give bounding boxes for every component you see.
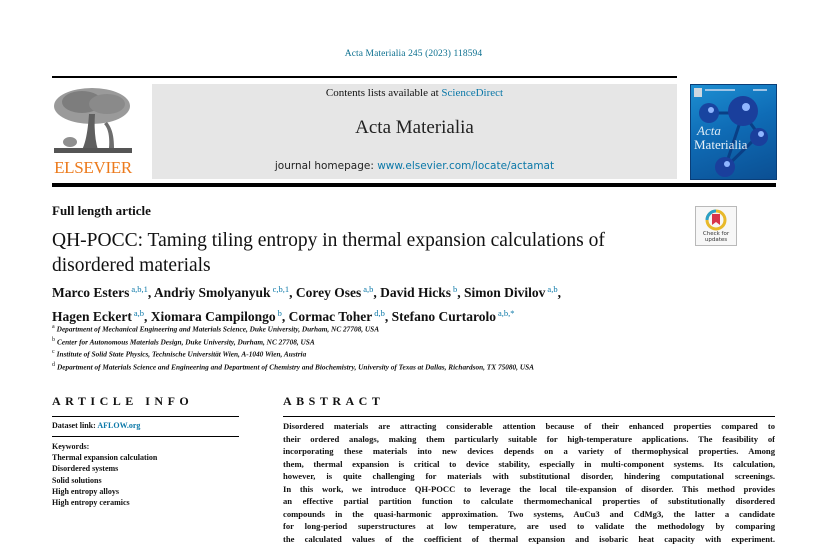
homepage-link[interactable]: www.elsevier.com/locate/actamat xyxy=(377,160,555,172)
journal-cover[interactable] xyxy=(690,84,777,180)
author-affiliation-mark[interactable]: a,b,1 xyxy=(131,284,148,294)
svg-text:Acta: Acta xyxy=(697,123,721,138)
article-title: QH-POCC: Taming tiling entropy in thermal expansion calculations of disordered materials xyxy=(52,230,605,276)
article-info-heading: ARTICLE INFO xyxy=(52,394,194,408)
keyword: Disordered systems xyxy=(52,464,119,474)
dataset-link-line: Dataset link: AFLOW.org xyxy=(52,421,141,430)
author[interactable]: Simon Divilov $^{a,b}$ xyxy=(464,284,558,300)
abstract-line: incorporating these materials into new devices depends on a variety of thermophysical properties. Among xyxy=(283,446,775,457)
keywords-rule xyxy=(52,436,239,437)
keyword: Thermal expansion calculation xyxy=(52,453,158,463)
keywords-block xyxy=(52,441,242,508)
affiliations xyxy=(52,322,752,373)
svg-text:updates: updates xyxy=(704,237,728,243)
elsevier-wordmark: ELSEVIER xyxy=(54,158,132,177)
keyword: Solid solutions xyxy=(52,475,102,485)
keyword: High entropy alloys xyxy=(52,486,119,496)
affiliation: $^c$ Institute of Solid State Physics, Technische Universität Wien, A-1040 Wien, Austria xyxy=(52,349,307,359)
cover-molecule-icon xyxy=(691,85,776,179)
svg-text:Materialia: Materialia xyxy=(694,137,748,152)
homepage-prefix: journal homepage: xyxy=(274,160,378,172)
affiliation: $^a$ Department of Mechanical Engineering and Materials Science, Duke University, Durham, NC 27708, USA xyxy=(52,324,380,334)
keywords-label: Keywords: xyxy=(52,442,90,451)
author-affiliation-mark[interactable]: b xyxy=(277,308,282,318)
abstract-line: their ordered analogs, making them particularly suitable for high-temperature applications. The feasibility of xyxy=(283,433,775,444)
author-list: Marco Esters $^{a,b,1}$, Andriy Smolyanyuk $^{c,b,1}$, Corey Oses $^{a,b}$, David Hicks $^b$, Simon Divilov $^{a,b}$, Hagen Eckert $^{a,b}$, Xiomara Campilongo $^b$, Cormac Toher $^{d,b}$, Stefano Curtarolo $^{a,b,*}$ xyxy=(52,284,561,324)
elsevier-logo[interactable] xyxy=(52,84,134,180)
abstract-line: Disordered materials are attracting considerable attention because of their enhanced properties compared to xyxy=(283,421,775,431)
author[interactable]: Stefano Curtarolo $^{a,b,*}$ xyxy=(391,308,515,324)
svg-text:Check for: Check for xyxy=(702,231,730,237)
author[interactable]: Xiomara Campilongo $^b$ xyxy=(150,308,282,324)
author-affiliation-mark[interactable]: a,b xyxy=(547,284,558,294)
author-affiliation-mark[interactable]: c,b,1 xyxy=(272,284,290,294)
header-bottom-rule xyxy=(52,183,776,187)
author[interactable]: Cormac Toher $^{d,b}$ xyxy=(288,308,385,324)
affiliation: $^b$ Center for Autonomous Materials Design, Duke University, Durham, NC 27708, USA xyxy=(52,336,315,347)
abstract-line: them, thermal expansion is critical to device stability, especially in multi-component systems. Its calculation, xyxy=(283,458,775,469)
contents-available xyxy=(152,87,677,99)
abstract-line: however, is quite challenging for materials with substitutional disorder, hindering computational screenings. xyxy=(283,471,775,482)
check-for-updates-button[interactable] xyxy=(695,206,737,246)
abstract-line: for long-period superstructures at low temperature, are used to validate the methodology by comparing xyxy=(283,521,775,532)
abstract-line: an effective partial partition function to calculate thermomechanical properties of substitutionally disordered xyxy=(283,496,775,507)
author-affiliation-mark[interactable]: b xyxy=(453,284,458,294)
header-top-rule xyxy=(52,76,677,78)
abstract-rule xyxy=(283,416,775,417)
sciencedirect-link[interactable]: ScienceDirect xyxy=(441,87,504,99)
elsevier-tree-icon xyxy=(52,84,134,156)
article-type: Full length article xyxy=(52,203,151,218)
journal-banner xyxy=(152,84,677,179)
author[interactable]: Hagen Eckert $^{a,b}$ xyxy=(52,308,145,324)
author[interactable]: Andriy Smolyanyuk $^{c,b,1}$ xyxy=(153,284,290,300)
author[interactable]: Marco Esters $^{a,b,1}$ xyxy=(52,284,148,300)
abstract-heading: ABSTRACT xyxy=(283,394,385,408)
journal-name: Acta Materialia xyxy=(355,117,474,138)
journal-citation[interactable]: Acta Materialia 245 (2023) 118594 xyxy=(344,49,483,59)
abstract-text xyxy=(283,420,775,545)
author-affiliation-mark[interactable]: a,b xyxy=(133,308,145,318)
article-info-rule xyxy=(52,416,239,417)
keyword: High entropy ceramics xyxy=(52,498,130,508)
abstract-line: In this work, we introduce QH-POCC to leverage the local tile-expansion of disorder. This method provides xyxy=(283,483,775,494)
abstract-line: the calculated values of the coefficient of thermal expansion and isobaric heat capacity with experiment. xyxy=(283,533,775,544)
author-affiliation-mark[interactable]: d,b xyxy=(374,308,385,318)
author[interactable]: David Hicks $^b$ xyxy=(380,284,458,300)
abstract-line: compounds in the quasi-harmonic approximation. Two systems, AuCu3 and CdMg3, the latter a candidate xyxy=(283,508,775,519)
author-affiliation-mark[interactable]: a,b,* xyxy=(498,308,515,318)
affiliation: $^d$ Department of Materials Science and Engineering and Department of Chemistry and Biochemistry, University of Texas at Dallas, Richardson, TX 75080, USA xyxy=(52,362,535,372)
check-updates-icon xyxy=(696,207,736,245)
contents-prefix: Contents lists available at xyxy=(325,87,442,99)
author[interactable]: Corey Oses $^{a,b}$ xyxy=(295,284,374,300)
journal-homepage xyxy=(152,160,677,172)
author-affiliation-mark[interactable]: a,b xyxy=(363,284,374,294)
dataset-link[interactable]: AFLOW.org xyxy=(97,421,141,430)
